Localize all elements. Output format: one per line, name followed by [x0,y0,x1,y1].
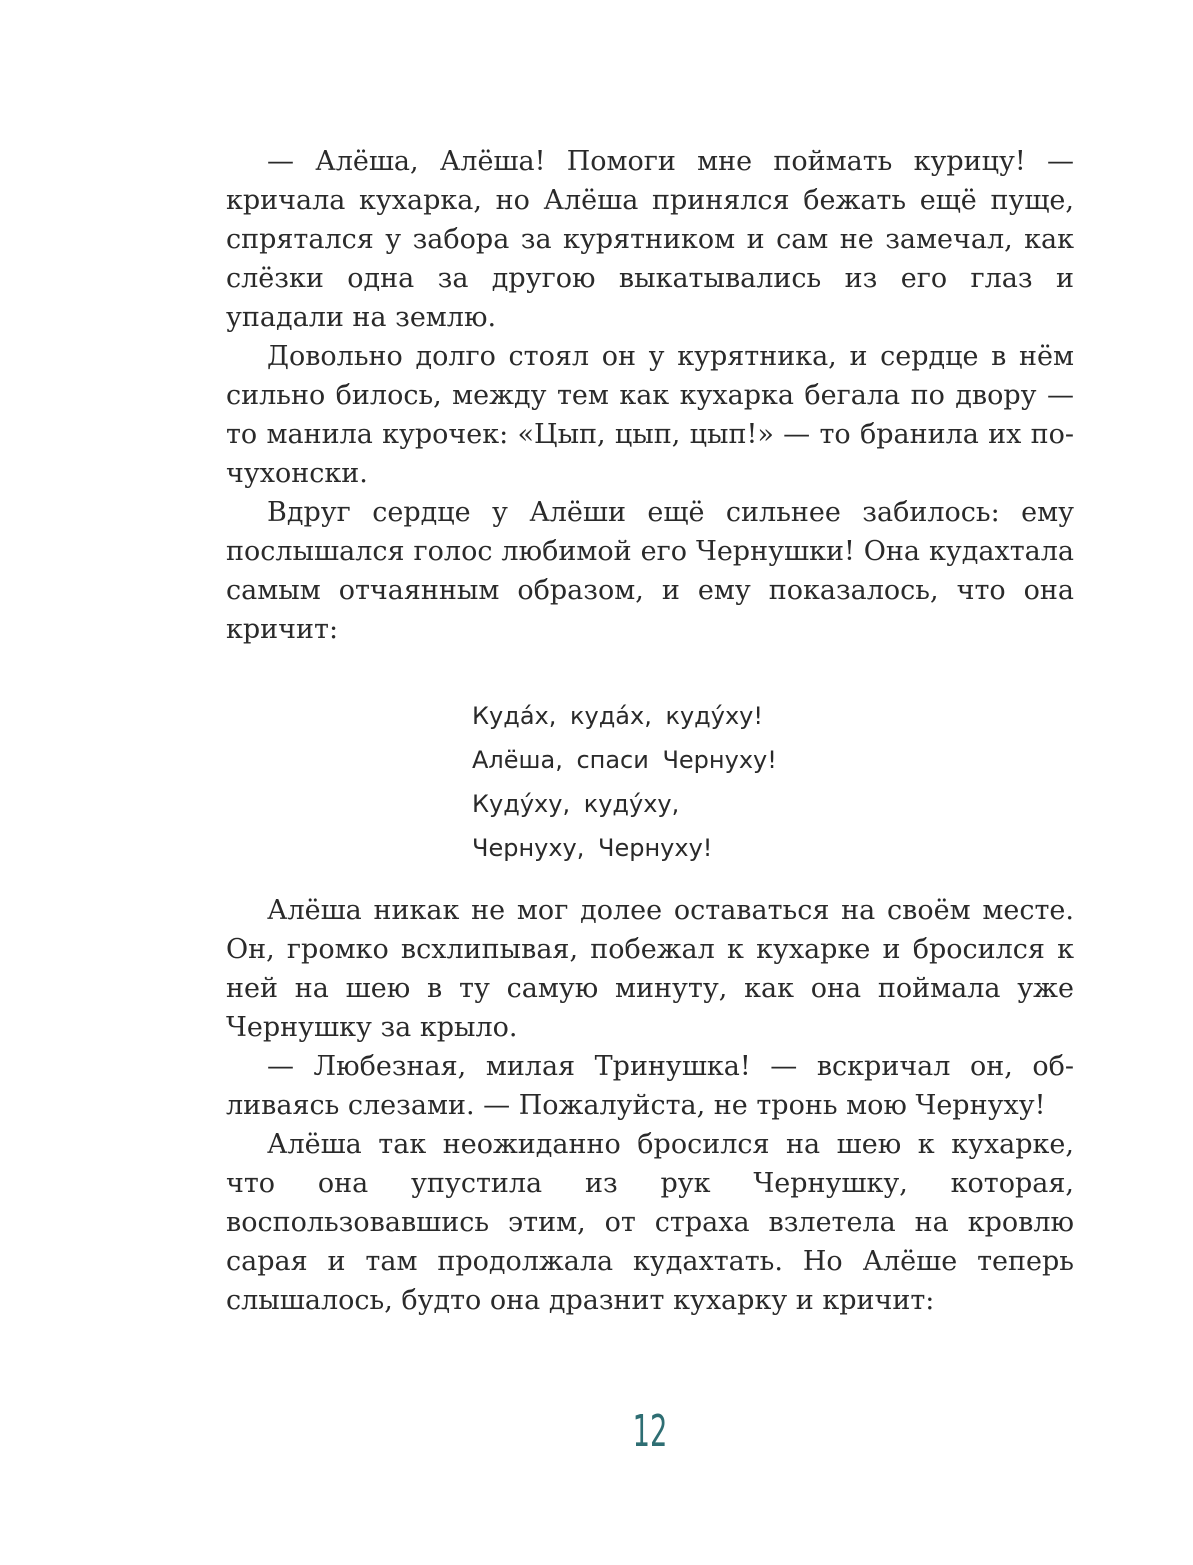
text-block-bottom [226,891,1074,1320]
paragraph: — Алёша, Алёша! Помоги мне поймать курицу! — кричала кухарка, но Алёша принялся бежать ещё пуще, спрятался у забора за курятником и сам не замечал, как слёзки одна за другою выкатывались из его глаз и упадали на землю. [226,146,1074,333]
page-number: 12 [632,1406,668,1457]
verse-line: Алёша, спаси Чернуху! [472,746,777,774]
verse-line: Чернуху, Чернуху! [472,834,713,862]
verse-block [472,694,777,870]
paragraph: — Любезная, милая Тринушка! — вскричал он, обливаясь слезами. — Пожалуйста, не тронь мою Чернуху! [226,1051,1074,1121]
paragraph: Довольно долго стоял он у курятника, и сердце в нём сильно билось, между тем как кухарка бегала по двору — то манила курочек: «Цып, цып, цып!» — то бранила их по-чухонски. [226,341,1074,489]
text-block-top [226,142,1074,649]
paragraph: Вдруг сердце у Алёши ещё сильнее забилось: ему послышался голос любимой его Чернушки! Она кудахтала самым отчаянным образом, и ему показалось, что она кричит: [226,497,1074,645]
verse-line: Куду́ху, куду́ху, [472,790,680,818]
paragraph: Алёша никак не мог долее оставаться на своём месте. Он, громко всхлипывая, побежал к кухарке и бросился к ней на шею в ту самую минуту, как она поймала уже Чернушку за крыло. [226,895,1074,1043]
verse-line: Куда́х, куда́х, куду́ху! [472,702,763,730]
paragraph: Алёша так неожиданно бросился на шею к кухарке, что она упустила из рук Чернушку, которая, воспользовавшись этим, от страха взлетела на кровлю сарая и там продолжала кудахтать. Но Алёше теперь слышалось, будто она дразнит кухарку и кричит: [226,1129,1074,1316]
